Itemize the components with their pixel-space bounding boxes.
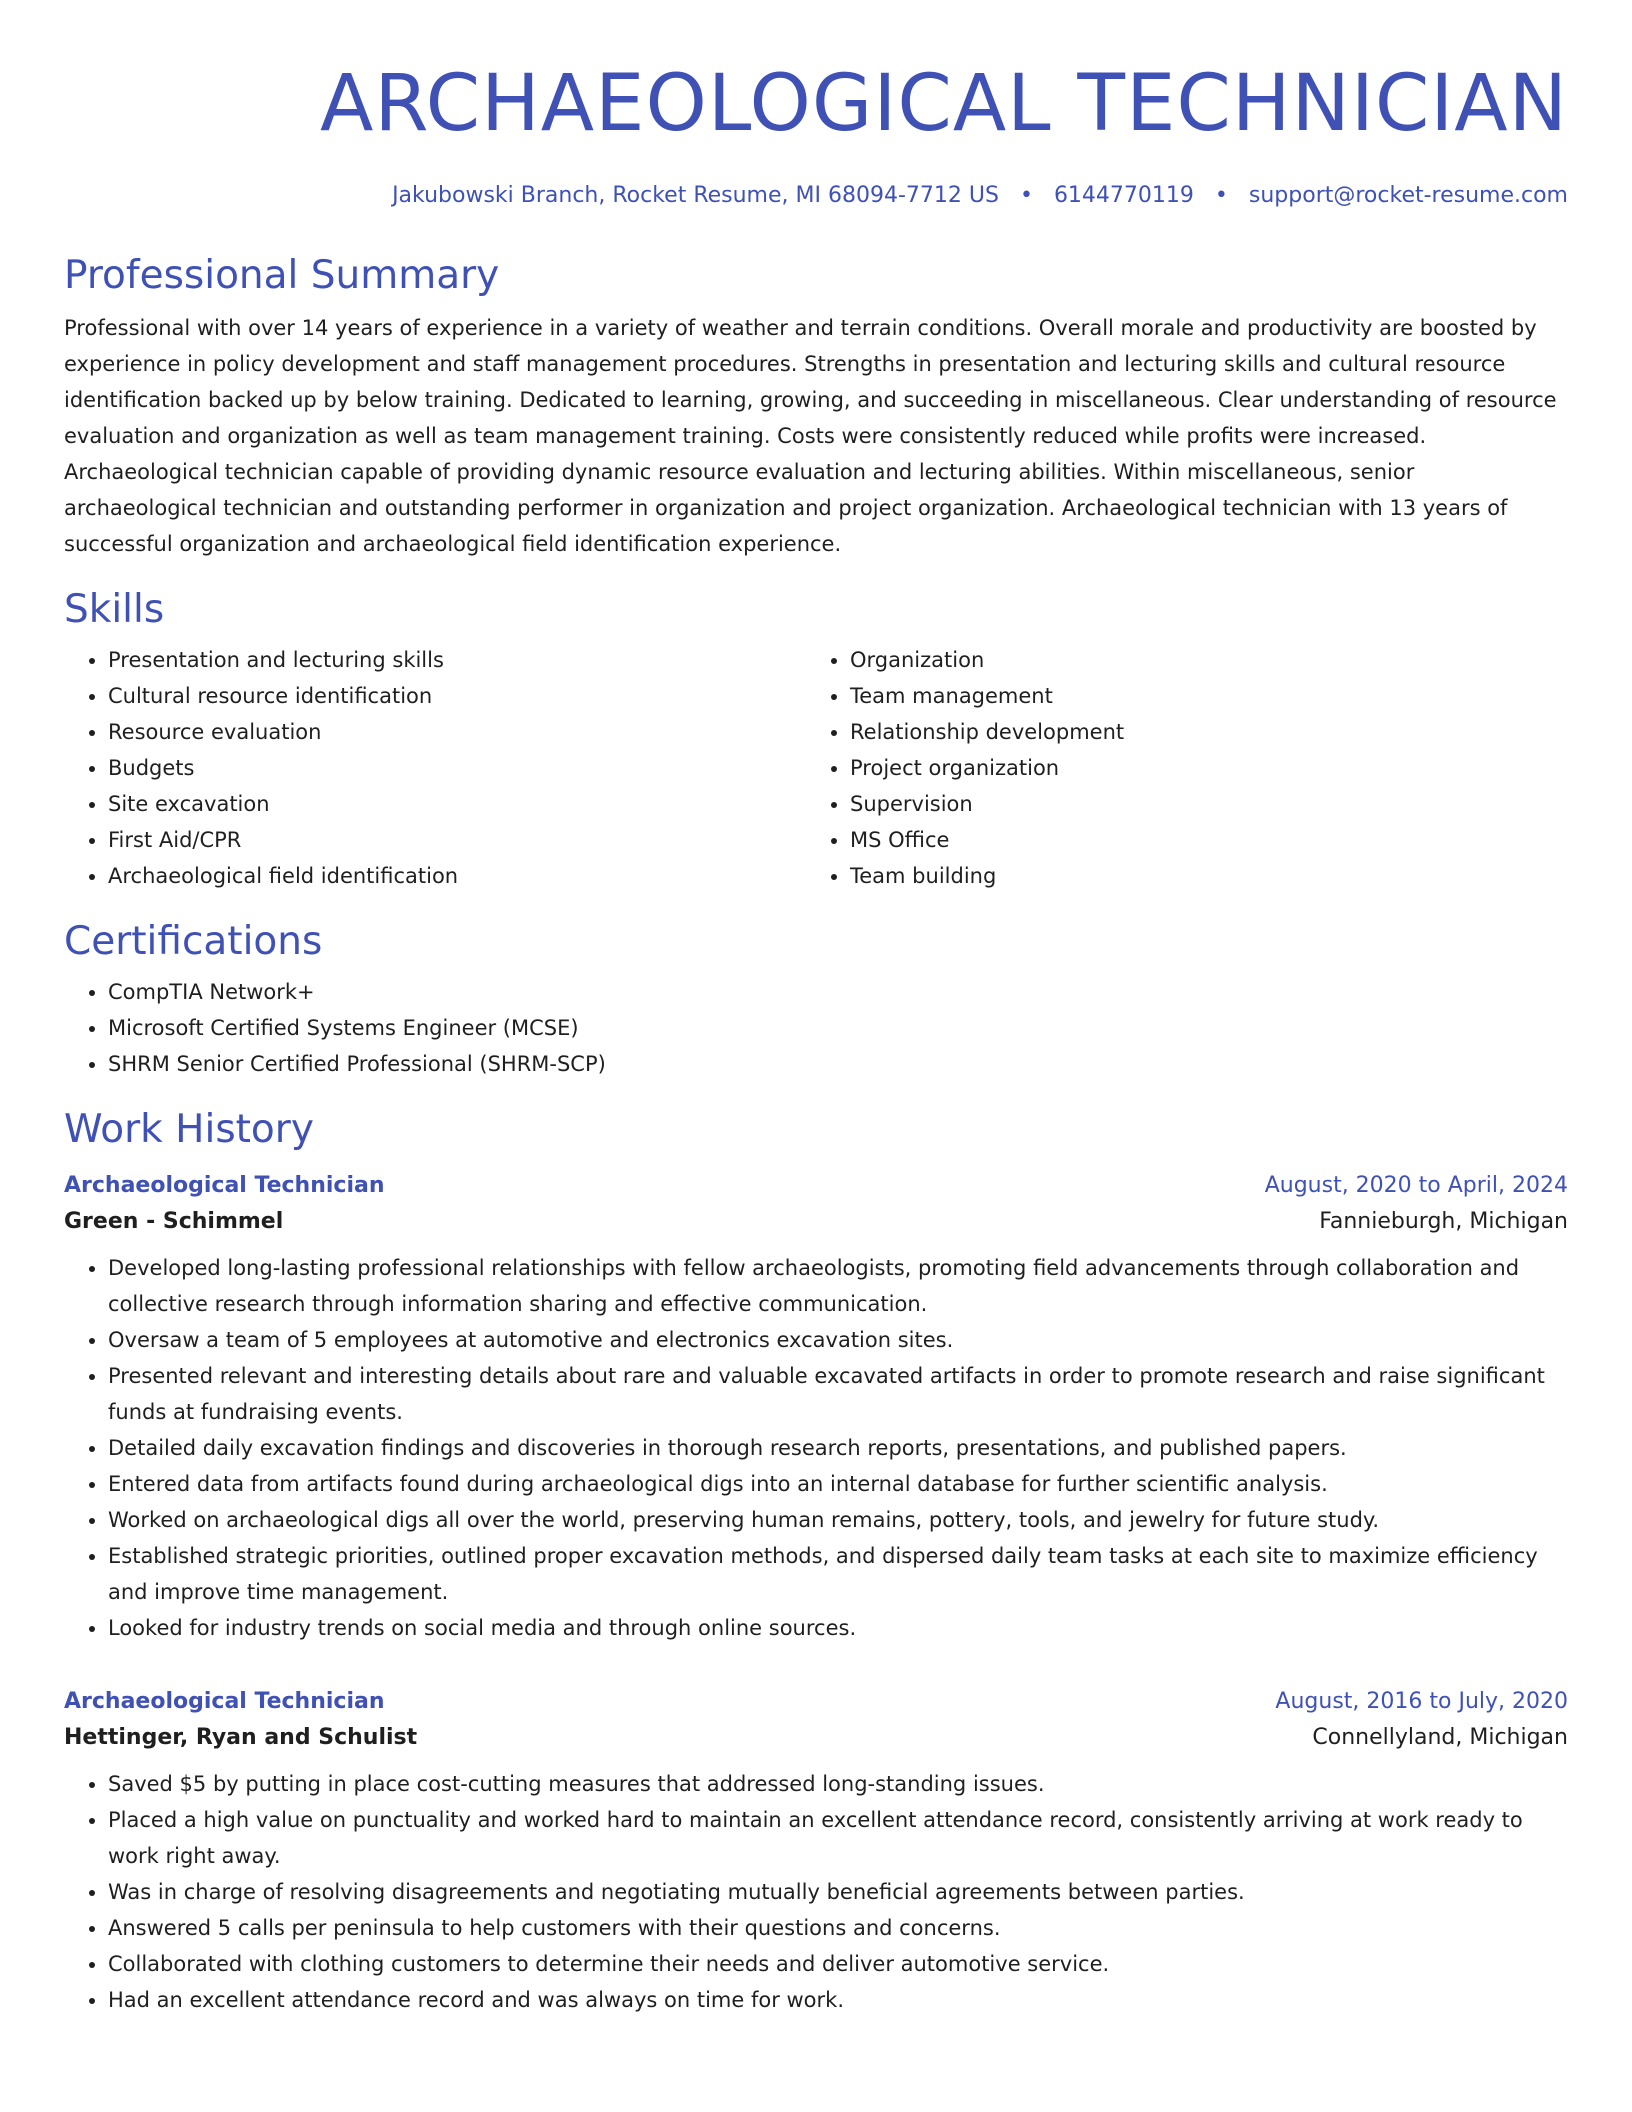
job-bullet: • Developed long-lasting professional relationships with fellow archaeologists, promoting field advancements through collaboration and collective research through information sharing and effective communication. [108, 1250, 1568, 1322]
job-location: Connellyland, Michigan [1312, 1725, 1568, 1750]
skill-item: • Resource evaluation [108, 714, 806, 750]
job-bullet: • Worked on archaeological digs all over the world, preserving human remains, pottery, tools, and jewelry for future study. [108, 1502, 1568, 1538]
candidate-name: ARCHAEOLOGICAL TECHNICIAN [320, 59, 1568, 149]
job-bullet: • Entered data from artifacts found during archaeological digs into an internal database for further scientific analysis. [108, 1466, 1568, 1502]
skills-list-left [64, 642, 806, 894]
contact-address: Jakubowski Branch, Rocket Resume, MI 68094-7712 US [392, 183, 999, 208]
job-bullet: • Placed a high value on punctuality and worked hard to maintain an excellent attendance record, consistently arriving at work ready to work right away. [108, 1802, 1568, 1874]
job-bullet: • Detailed daily excavation findings and discoveries in thorough research reports, presentations, and published papers. [108, 1430, 1568, 1466]
job-entry [64, 1170, 1568, 1646]
skill-item: • Cultural resource identification [108, 678, 806, 714]
skills-columns [64, 642, 1568, 894]
skill-item: • Relationship development [850, 714, 1548, 750]
job-bullet: • Had an excellent attendance record and was always on time for work. [108, 1982, 1568, 2018]
job-bullet: • Was in charge of resolving disagreements and negotiating mutually beneficial agreements between parties. [108, 1874, 1568, 1910]
summary-heading: Professional Summary [64, 253, 500, 298]
skill-item: • Site excavation [108, 786, 806, 822]
skill-item: • First Aid/CPR [108, 822, 806, 858]
job-dates: August, 2016 to July, 2020 [1275, 1689, 1568, 1714]
job-company: Hettinger, Ryan and Schulist [64, 1725, 418, 1750]
job-title-row [64, 1686, 1568, 1718]
contact-separator: • [1019, 183, 1033, 208]
job-company: Green - Schimmel [64, 1209, 284, 1234]
contact-email: support@rocket-resume.com [1248, 183, 1568, 208]
skill-item: • Presentation and lecturing skills [108, 642, 806, 678]
skill-item: • Team management [850, 678, 1548, 714]
certification-item: • CompTIA Network+ [108, 974, 1568, 1010]
resume-header [64, 0, 1568, 210]
certification-item: • SHRM Senior Certified Professional (SHRM-SCP) [108, 1046, 1568, 1082]
certifications-heading: Certifications [64, 919, 323, 964]
skill-item: • Supervision [850, 786, 1548, 822]
job-bullets [64, 1250, 1568, 1646]
job-bullet: • Presented relevant and interesting details about rare and valuable excavated artifacts in order to promote research and raise significant funds at fundraising events. [108, 1358, 1568, 1430]
work-history-heading: Work History [64, 1107, 314, 1152]
job-title: Archaeological Technician [64, 1689, 385, 1714]
job-company-row [64, 1718, 1568, 1758]
job-bullets [64, 1766, 1568, 2018]
skills-heading: Skills [64, 587, 165, 632]
job-company-row [64, 1202, 1568, 1242]
skill-item: • Budgets [108, 750, 806, 786]
job-title: Archaeological Technician [64, 1173, 385, 1198]
job-dates: August, 2020 to April, 2024 [1264, 1173, 1568, 1198]
skills-list-right [806, 642, 1548, 894]
job-bullet: • Established strategic priorities, outlined proper excavation methods, and dispersed daily team tasks at each site to maximize efficiency and improve time management. [108, 1538, 1568, 1610]
summary-text: Professional with over 14 years of experience in a variety of weather and terrain conditions. Overall morale and productivity are boosted by experience in policy development and staff management procedures. Strengths in presentation and lecturing skills and cultural resource identification backed up by below training. Dedicated to learning, growing, and succeeding in miscellaneous. Clear understanding of resource evaluation and organization as well as team management training. Costs were consistently reduced while profits were increased. Archaeological technician capable of providing dynamic resource evaluation and lecturing abilities. Within miscellaneous, senior archaeological technician and outstanding performer in organization and project organization. Archaeological technician with 13 years of successful organization and archaeological field identification experience. [64, 316, 1557, 556]
job-bullet: • Answered 5 calls per peninsula to help customers with their questions and concerns. [108, 1910, 1568, 1946]
certifications-list [64, 974, 1568, 1082]
skill-item: • MS Office [850, 822, 1548, 858]
job-bullet: • Saved $5 by putting in place cost-cutting measures that addressed long-standing issues. [108, 1766, 1568, 1802]
contact-separator: • [1214, 183, 1228, 208]
job-title-row [64, 1170, 1568, 1202]
skill-item: • Project organization [850, 750, 1548, 786]
skill-item: • Archaeological field identification [108, 858, 806, 894]
certification-item: • Microsoft Certified Systems Engineer (MCSE) [108, 1010, 1568, 1046]
job-location: Fannieburgh, Michigan [1319, 1209, 1568, 1234]
contact-line [64, 182, 1568, 210]
skill-item: • Team building [850, 858, 1548, 894]
skills-section [64, 586, 1568, 894]
job-bullet: • Collaborated with clothing customers to determine their needs and deliver automotive service. [108, 1946, 1568, 1982]
job-entry [64, 1686, 1568, 2018]
work-history-section [64, 1106, 1568, 2018]
job-bullet: • Looked for industry trends on social media and through online sources. [108, 1610, 1568, 1646]
contact-phone: 6144770119 [1053, 183, 1194, 208]
job-bullet: • Oversaw a team of 5 employees at automotive and electronics excavation sites. [108, 1322, 1568, 1358]
skill-item: • Organization [850, 642, 1548, 678]
certifications-section [64, 918, 1568, 1082]
summary-section [64, 252, 1568, 562]
